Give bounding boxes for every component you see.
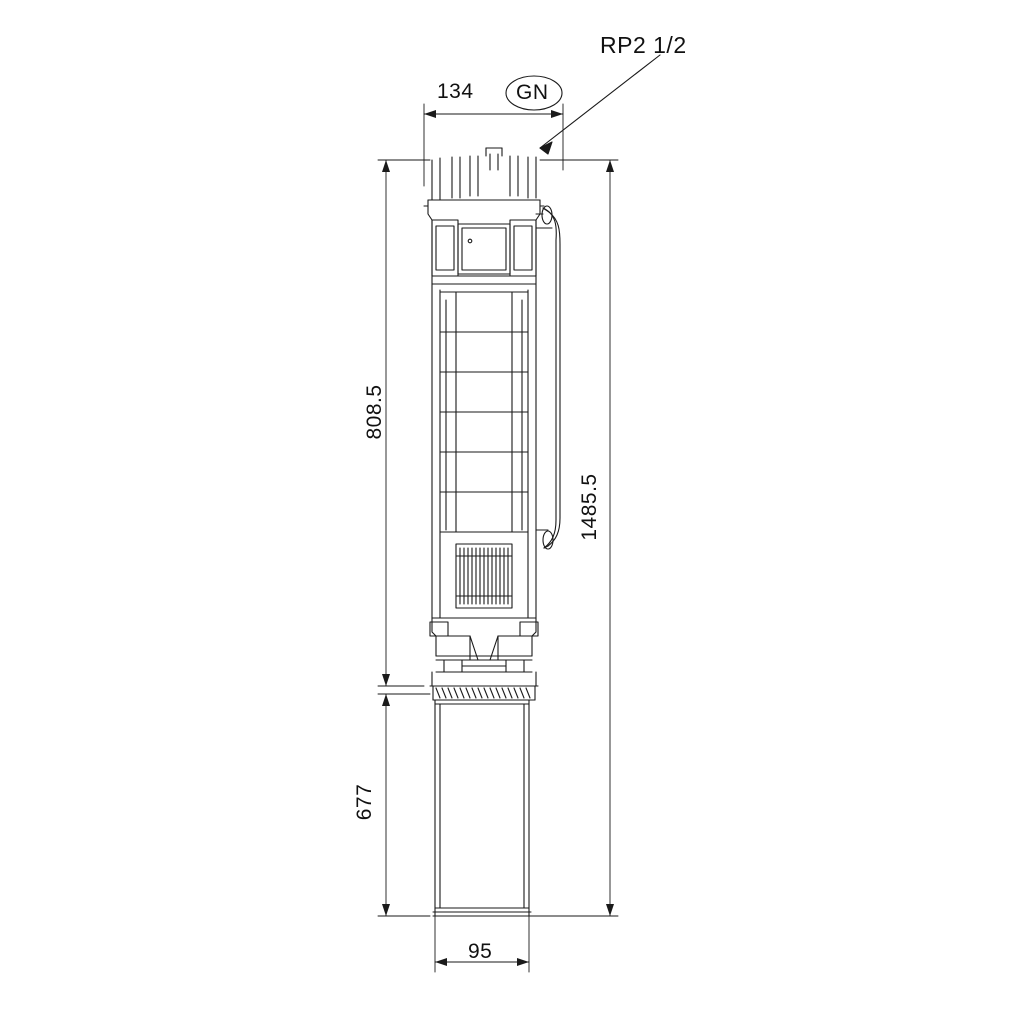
- callout-leader-rp2: [540, 55, 660, 154]
- dimension-label-1485-5: 1485.5: [578, 473, 601, 541]
- pump-stage-chambers: [432, 290, 536, 540]
- pump-suction-legs: [430, 618, 538, 686]
- gn-balloon-label: GN: [516, 81, 549, 104]
- dimension-134: [424, 104, 563, 186]
- pump-terminal-box: [432, 220, 536, 284]
- dimension-677: [378, 694, 430, 916]
- callout-rp2-label: RP2 1/2: [600, 32, 687, 58]
- dimension-label-95: 95: [468, 940, 493, 963]
- dimension-label-134: 134: [437, 80, 474, 103]
- cable-guard-strap: [536, 206, 560, 549]
- pump-suction-screen: [432, 540, 536, 618]
- dimension-label-677: 677: [353, 783, 376, 821]
- dimension-label-808-5: 808.5: [363, 384, 386, 440]
- motor-body: [433, 686, 535, 916]
- pump-discharge-head: [424, 148, 544, 290]
